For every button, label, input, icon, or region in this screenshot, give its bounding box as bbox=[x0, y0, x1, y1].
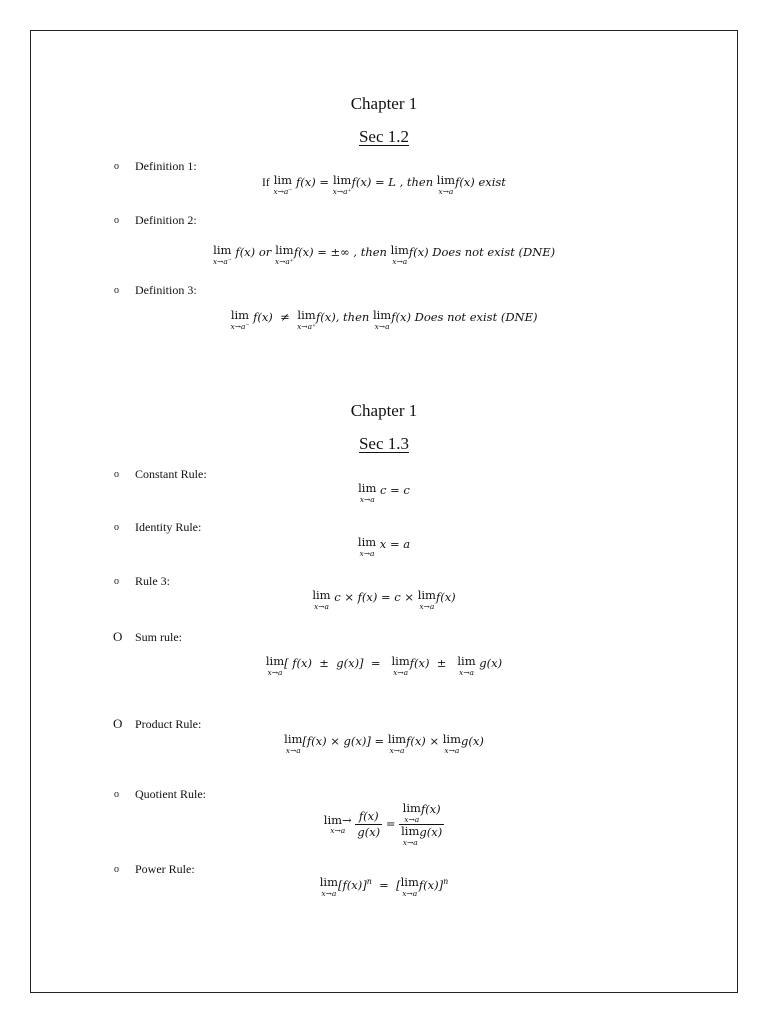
definition-1-equation: If lim x→a⁻ f(x) = lim x→a⁺ f(x) = L , then lim x→a f(x) exist bbox=[262, 173, 506, 196]
identity-rule-equation: lim x→a x = a bbox=[357, 535, 411, 558]
constant-rule-label: Constant Rule: bbox=[135, 467, 207, 481]
product-rule-label: Product Rule: bbox=[135, 717, 202, 731]
product-rule-equation: lim x→a [f(x) × g(x)] = lim x→a f(x) × lim x→a g(x) bbox=[284, 732, 484, 755]
power-rule-equation: lim x→a $[f(x)]^n$ = [ lim x→a f(x)]$^n$ bbox=[319, 875, 449, 898]
definition-1-label: Definition 1: bbox=[135, 159, 197, 173]
bullet: o bbox=[114, 469, 119, 480]
bullet: o bbox=[114, 522, 119, 533]
chapter-heading-1: Chapter 1 bbox=[350, 94, 418, 113]
bullet: o bbox=[114, 789, 119, 800]
bullet: O bbox=[113, 716, 123, 731]
identity-rule-label: Identity Rule: bbox=[135, 520, 202, 534]
definition-2-label: Definition 2: bbox=[135, 213, 197, 227]
bullet: o bbox=[114, 161, 119, 172]
rule-3-label: Rule 3: bbox=[135, 574, 170, 588]
bullet: o bbox=[114, 576, 119, 587]
section-heading-1-2: Sec 1.2 bbox=[358, 127, 410, 146]
chapter-heading-2: Chapter 1 bbox=[350, 401, 418, 420]
sum-rule-label: Sum rule: bbox=[135, 630, 182, 644]
bullet: o bbox=[114, 215, 119, 226]
quotient-rule-equation: lim→ x→a $\frac{f(x)}{g(x)}$ = lim x→a f(x) lim x→a g(x) bbox=[323, 801, 443, 847]
constant-rule-equation: lim x→a c = c bbox=[358, 481, 410, 504]
bullet: O bbox=[113, 629, 123, 644]
section-heading-1-3: Sec 1.3 bbox=[358, 434, 410, 453]
power-rule-label: Power Rule: bbox=[135, 862, 195, 876]
definition-2-equation: lim x→a⁻ f(x) or lim x→a⁺ f(x) = ±∞ , then lim x→a f(x) Does not exist (DNE) bbox=[212, 243, 556, 266]
bullet: o bbox=[114, 864, 119, 875]
definition-3-label: Definition 3: bbox=[135, 283, 197, 297]
rule-3-equation: lim x→a c × f(x) = c × lim x→a f(x) bbox=[312, 588, 456, 611]
bullet: o bbox=[114, 285, 119, 296]
quotient-rule-label: Quotient Rule: bbox=[135, 787, 206, 801]
sum-rule-equation: lim x→a [ f(x) ± g(x)] = lim x→a f(x) ± lim x→a g(x) bbox=[265, 654, 503, 677]
definition-3-equation: lim x→a⁻ f(x) ≠ lim x→a⁺ f(x), then lim x→a f(x) Does not exist (DNE) bbox=[230, 308, 538, 331]
